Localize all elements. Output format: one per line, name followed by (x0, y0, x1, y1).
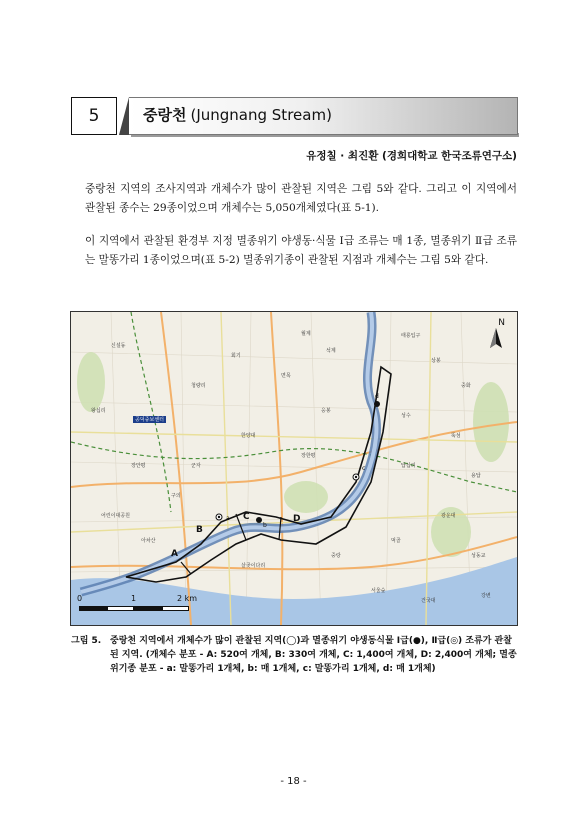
map-place-label: 성수 (401, 413, 411, 419)
scale-bar-segment (134, 606, 162, 611)
map-place-label: 월계 (301, 331, 311, 337)
map-area-label-c: C (243, 512, 250, 522)
map-place-label: 석계 (326, 348, 336, 354)
map-place-label: 강변 (481, 593, 491, 599)
map-scale (77, 594, 198, 603)
section-number: 5 (71, 97, 117, 135)
map-place-label: 면목 (281, 373, 291, 379)
map-place-label: 성동교 (471, 553, 486, 559)
map-place-label: 신설동 (111, 343, 126, 349)
map-place-label: 청량리 (191, 383, 206, 389)
paragraph-2 (71, 232, 517, 270)
map-area-label-b: B (196, 525, 203, 535)
map-place-label: 응봉 (321, 408, 331, 414)
map-place-label: 광운대 (441, 513, 456, 519)
section-title (143, 104, 332, 125)
section-title-en: (Jungnang Stream) (190, 106, 332, 124)
map-place-label: 한양대 (241, 433, 256, 439)
paragraph-2-text: 이 지역에서 관찰된 환경부 지정 멸종위기 야생동·식물 Ⅰ급 조류는 매 1종, 멸종위기 Ⅱ급 조류는 말똥가리 1종이었으며(표 5-2) 멸종위기종이 관찰된 지점과 개체수는 그림 5와 같다. (85, 235, 517, 266)
point-d-marker (374, 401, 380, 407)
map-place-label: 장안평 (131, 463, 146, 469)
map-place-label: 군자 (191, 463, 201, 469)
scale-bar-segment (162, 606, 190, 611)
section-title-ko: 중랑천 (143, 106, 187, 124)
page-number: - 18 - (280, 776, 307, 787)
map-place-label: 살곶이다리 (241, 563, 266, 569)
map-place-label: 먹골 (391, 538, 401, 544)
map-place-label: 서울숲 (371, 588, 386, 594)
map-area-label-d: D (293, 514, 301, 524)
scale-label-0: 0 (77, 594, 83, 603)
scale-bar-segment (79, 606, 107, 611)
paragraph-1 (71, 180, 517, 218)
map-place-label: 어린이대공원 (101, 513, 130, 519)
authors: 유정칠 · 최진환 (경희대학교 한국조류연구소) (306, 150, 517, 162)
map-point-label-d: d (375, 393, 379, 400)
map-place-label: 회기 (231, 353, 241, 359)
map-point-label-b: b (263, 522, 267, 529)
point-b-marker (256, 517, 262, 523)
map-point-label-c: c (362, 465, 366, 472)
map-station-label: 공덕중보센터 (135, 417, 164, 423)
map-place-label: 태릉입구 (401, 333, 421, 339)
title-wedge (119, 97, 129, 135)
map-place-label: 상봉 (431, 358, 441, 364)
paragraph-1-text: 중랑천 지역의 조사지역과 개체수가 많이 관찰된 지역은 그림 5와 같다. 그리고 이 지역에서 관찰된 종수는 29종이었으며 개체수는 5,050개체였다(표 5-1). (85, 183, 517, 214)
map-place-label: 건국대 (421, 598, 436, 604)
scale-bar-segment (107, 606, 135, 611)
figure-caption (71, 634, 519, 676)
scale-label-1: 1 (131, 594, 137, 603)
scale-label-2: 2 km (177, 594, 198, 603)
figure-caption-text: 중랑천 지역에서 개체수가 많이 관찰된 지역(◯)과 멸종위기 야생동식물 Ⅰ급(●), Ⅱ급(◎) 조류가 관찰된 지역. (개체수 분포 - A: 520여 개체, B: 330여 개체, C: 1,400여 개체, D: 2,400여 개체; 멸종위기종 분포 - a: 말똥가리 1개체, b: 매 1개체, c: 말똥가리 1개체, d: 매 1개체) (110, 636, 517, 674)
map-place-label: 중화 (461, 383, 471, 389)
figure-caption-label: 그림 5. (71, 636, 102, 646)
scale-bar (79, 606, 189, 611)
north-label: N (498, 318, 505, 328)
map-place-label: 답십리 (401, 463, 416, 469)
map-place-label: 뚝섬 (451, 433, 461, 439)
map-place-label: 용답 (471, 473, 481, 479)
study-area-map (70, 311, 518, 626)
section-header (71, 97, 517, 137)
map-area-label-a: A (171, 549, 178, 559)
map-place-label: 중랑 (331, 553, 341, 559)
map-place-label: 구의 (171, 493, 181, 499)
map-place-label: 왕십리 (91, 408, 106, 414)
section-title-bar (129, 97, 518, 135)
map-place-label: 아차산 (141, 538, 156, 544)
map-place-label: 장한평 (301, 453, 316, 459)
north-arrow-icon (490, 328, 502, 348)
map-point-label-a: a (226, 515, 230, 522)
